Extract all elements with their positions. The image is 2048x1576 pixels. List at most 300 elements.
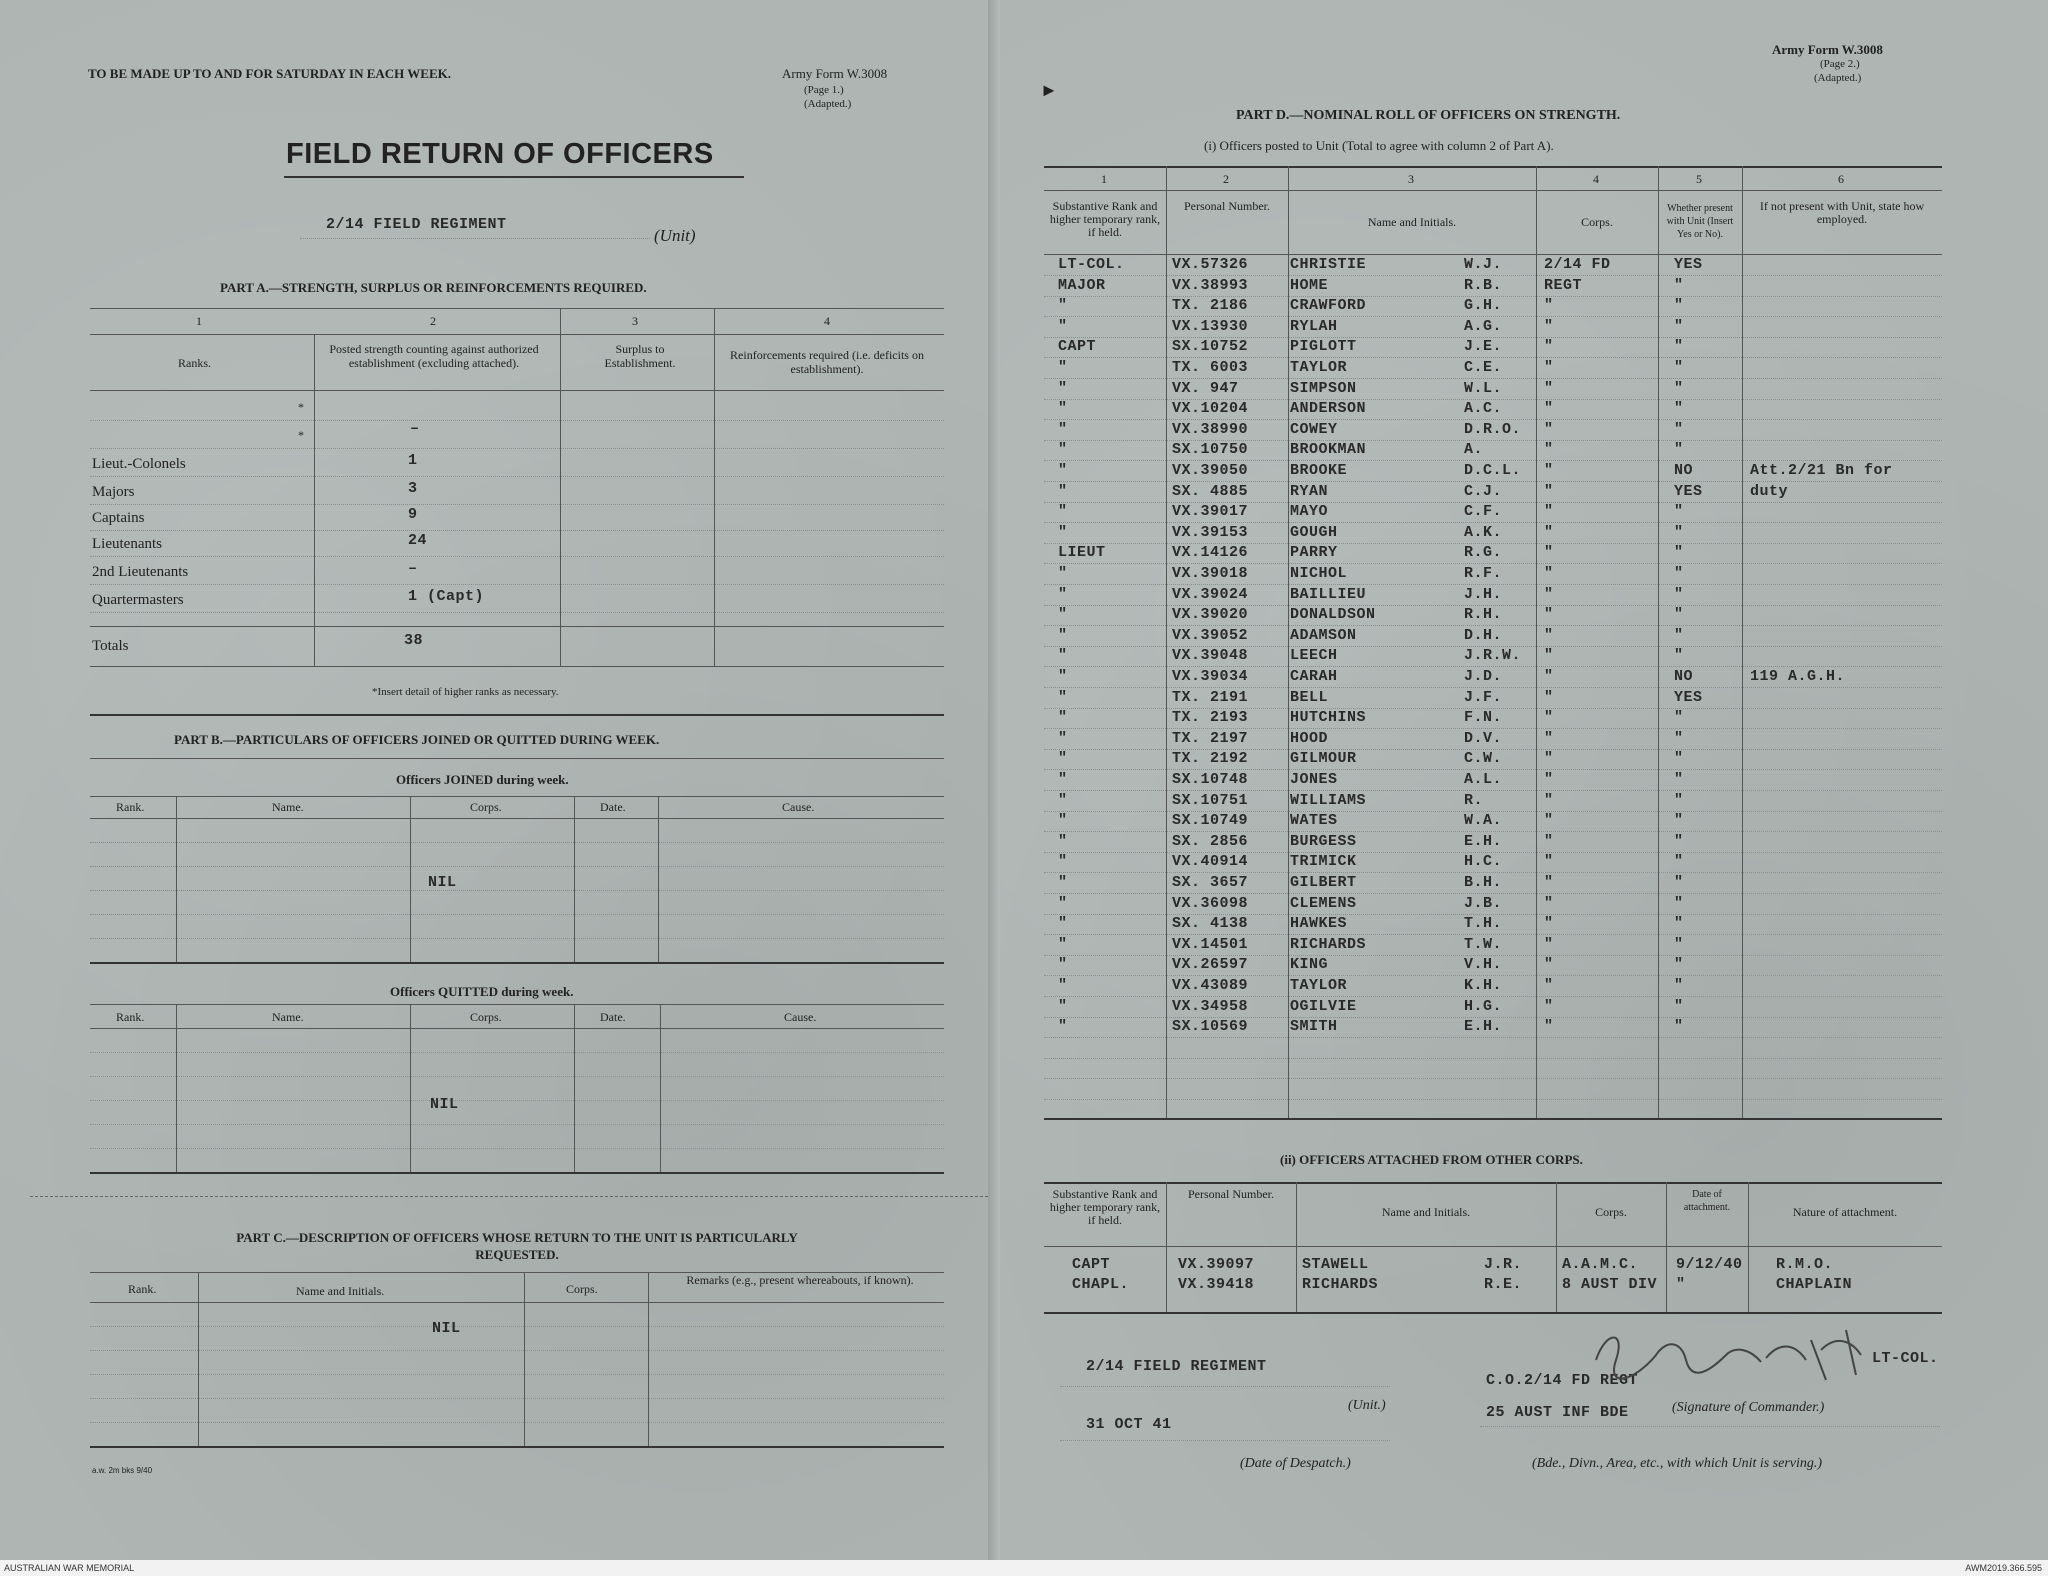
attached-date: 9/12/40 [1676,1256,1743,1273]
tear-line [30,1196,988,1197]
footer-unit-label: (Unit.) [1348,1398,1386,1413]
roll-name: SIMPSON [1290,380,1357,397]
roll-initials: F.N. [1464,709,1503,726]
attached-col-header: Nature of attachment. [1792,1205,1898,1219]
roll-rank: " [1058,380,1068,397]
part-d-col-number: 4 [1593,172,1599,186]
roll-number: VX.39153 [1172,524,1249,541]
row-rule [90,556,944,557]
roll-name: TAYLOR [1290,359,1348,376]
roll-corps: " [1544,565,1554,582]
roll-initials: C.F. [1464,503,1503,520]
roll-rank: " [1058,689,1068,706]
roll-name: BAILLIEU [1290,586,1367,603]
roll-corps: " [1544,462,1554,479]
attached-nature: R.M.O. [1776,1256,1834,1273]
roll-rank: " [1058,297,1068,314]
roll-number: VX.26597 [1172,956,1249,973]
roll-present: YES [1674,689,1703,706]
partc-col-header: Remarks (e.g., present whereabouts, if known). [686,1273,914,1287]
form-page-right: (Page 2.) [1820,58,1860,70]
roll-initials: D.V. [1464,730,1503,747]
roll-rank: " [1058,998,1068,1015]
roll-number: SX.10748 [1172,771,1249,788]
roll-present: YES [1674,256,1703,273]
part-c-heading-2: REQUESTED. [475,1247,559,1262]
attached-name: STAWELL [1302,1256,1369,1273]
part-a-col-4: 4 [824,314,830,328]
row-rule [90,612,944,613]
right-page [1000,0,2048,1560]
row-rule [1044,563,1942,564]
table-row [1000,895,1942,915]
roll-number: VX.39048 [1172,647,1249,664]
roll-number: VX.39018 [1172,565,1249,582]
roll-corps: " [1544,956,1554,973]
part-d-col-header: Substantive Rank and higher temporary rank, if held. [1049,199,1161,239]
attached-col-divider [1296,1182,1297,1312]
row-rule [1044,831,1942,832]
roll-rank: " [1058,503,1068,520]
archive-right: AWM2019.366.595 [1965,1563,2042,1573]
roll-rank: " [1058,606,1068,623]
title-underline [284,176,744,178]
roll-present: " [1674,833,1684,850]
part-a-dash-row: – [410,420,420,437]
roll-initials: D.H. [1464,627,1503,644]
roll-corps: " [1544,544,1554,561]
roll-rank: " [1058,874,1068,891]
roll-initials: C.J. [1464,483,1503,500]
roll-present: " [1674,277,1684,294]
roll-rank: " [1058,647,1068,664]
roll-rank: " [1058,524,1068,541]
roll-number: TX. 2186 [1172,297,1249,314]
roll-corps: " [1544,709,1554,726]
roll-corps: " [1544,606,1554,623]
roll-initials: J.H. [1464,586,1503,603]
roll-corps: " [1544,380,1554,397]
part-a-heading: PART A.—STRENGTH, SURPLUS OR REINFORCEMENTS REQUIRED. [220,280,647,295]
roll-present: " [1674,998,1684,1015]
roll-corps: " [1544,812,1554,829]
roll-number: VX.43089 [1172,977,1249,994]
part-a-header-ranks: Ranks. [178,356,211,370]
roll-rank: " [1058,627,1068,644]
roll-present: " [1674,812,1684,829]
part-a-header-reinforcements: Reinforcements required (i.e. deficits on establishment). [730,348,924,376]
roll-number: SX.10569 [1172,1018,1249,1035]
posted-value: 9 [408,506,418,523]
roll-number: VX.36098 [1172,895,1249,912]
rank-label: Captains [92,510,145,526]
roll-corps: " [1544,895,1554,912]
table-row [1000,956,1942,976]
row-rule [1044,975,1942,976]
roll-corps: " [1544,483,1554,500]
roll-name: RYAN [1290,483,1329,500]
roll-name: PARRY [1290,544,1338,561]
roll-initials: H.C. [1464,853,1503,870]
roll-rank: " [1058,483,1068,500]
roll-initials: J.R.W. [1464,647,1522,664]
roll-present: NO [1674,668,1694,685]
roll-name: GILBERT [1290,874,1357,891]
table-row [1000,277,1942,297]
roll-number: VX.38993 [1172,277,1249,294]
roll-present: " [1674,936,1684,953]
roll-initials: H.G. [1464,998,1503,1015]
roll-initials: J.B. [1464,895,1503,912]
posted-value: – [408,560,418,577]
row-rule [1044,666,1942,667]
row-rule [1044,872,1942,873]
roll-initials: G.H. [1464,297,1503,314]
roll-present: " [1674,771,1684,788]
roll-corps: " [1544,586,1554,603]
table-row [1000,771,1942,791]
roll-corps: " [1544,1018,1554,1035]
commander-line-2: 25 AUST INF BDE [1486,1404,1629,1421]
roll-present: " [1674,318,1684,335]
roll-present: " [1674,792,1684,809]
roll-number: VX.38990 [1172,421,1249,438]
roll-corps: " [1544,627,1554,644]
roll-present: " [1674,380,1684,397]
roll-present: " [1674,338,1684,355]
roll-number: VX.34958 [1172,998,1249,1015]
roll-corps: " [1544,400,1554,417]
roll-rank: " [1058,936,1068,953]
row-rule [1044,522,1942,523]
part-a-col-1: 1 [196,314,202,328]
table-row [1000,544,1942,564]
roll-present: " [1674,915,1684,932]
table-row [1000,586,1942,606]
row-rule [1044,481,1942,482]
table-row [1000,1256,1942,1276]
roll-number: VX.14126 [1172,544,1249,561]
row-rule [1044,1099,1942,1100]
part-d-col-header: Corps. [1581,215,1613,229]
roll-rank: " [1058,915,1068,932]
roll-name: GILMOUR [1290,750,1357,767]
quitted-col-header: Date. [600,1010,626,1024]
row-rule [1044,625,1942,626]
row-rule [1044,790,1942,791]
roll-rank: MAJOR [1058,277,1106,294]
roll-present: " [1674,524,1684,541]
roll-present: " [1674,709,1684,726]
attached-col-divider [1666,1182,1667,1312]
roll-name: MAYO [1290,503,1329,520]
roll-present: " [1674,647,1684,664]
part-c-value: NIL [432,1320,461,1337]
roll-corps: 2/14 FD [1544,256,1611,273]
part-d-heading: PART D.—NOMINAL ROLL OF OFFICERS ON STRENGTH. [1236,108,1621,123]
roll-present: " [1674,956,1684,973]
roll-name: BELL [1290,689,1329,706]
roll-number: VX. 947 [1172,380,1239,397]
part-d-col-number: 1 [1101,172,1107,186]
table-row [1000,730,1942,750]
attached-number: VX.39418 [1178,1276,1255,1293]
row-rule [1044,419,1942,420]
roll-initials: T.H. [1464,915,1503,932]
roll-rank: " [1058,586,1068,603]
table-row [1000,812,1942,832]
roll-initials: R. [1464,792,1484,809]
roll-number: VX.39050 [1172,462,1249,479]
roll-name: ADAMSON [1290,627,1357,644]
arrow-marker-icon: ► [1040,80,1058,100]
posted-value: 24 [408,532,428,549]
table-row [1000,297,1942,317]
roll-number: SX. 2856 [1172,833,1249,850]
roll-corps: " [1544,853,1554,870]
attached-col-divider [1748,1182,1749,1312]
roll-number: VX.14501 [1172,936,1249,953]
table-row [1000,977,1942,997]
roll-rank: " [1058,709,1068,726]
partc-col-header: Rank. [128,1282,157,1296]
roll-initials: J.E. [1464,338,1503,355]
row-rule [1044,996,1942,997]
row-rule [1044,769,1942,770]
roll-initials: R.B. [1464,277,1503,294]
form-adapted: (Adapted.) [804,98,852,110]
roll-rank: " [1058,812,1068,829]
roll-present: YES [1674,483,1703,500]
rank-label: Majors [92,484,135,500]
roll-name: COWEY [1290,421,1338,438]
roll-corps: " [1544,297,1554,314]
roll-initials: C.E. [1464,359,1503,376]
attached-initials: J.R. [1484,1256,1523,1273]
table-row [1000,441,1942,461]
form-id: Army Form W.3008 [782,66,888,81]
roll-rank: CAPT [1058,338,1097,355]
roll-name: BROOKMAN [1290,441,1367,458]
table-row [1000,524,1942,544]
part-c-heading-1: PART C.—DESCRIPTION OF OFFICERS WHOSE RETURN TO THE UNIT IS PARTICULARLY [236,1230,798,1245]
roll-initials: E.H. [1464,1018,1503,1035]
roll-corps: " [1544,977,1554,994]
roll-present: " [1674,895,1684,912]
row-rule [1044,893,1942,894]
attached-date: " [1676,1276,1686,1293]
quitted-heading: Officers QUITTED during week. [390,984,574,999]
joined-col-header: Name. [272,800,304,814]
roll-rank: LT-COL. [1058,256,1125,273]
roll-present: " [1674,586,1684,603]
table-row [1000,421,1942,441]
attached-col-header: Substantive Rank and higher temporary rank, if held. [1049,1187,1161,1227]
roll-number: SX.10751 [1172,792,1249,809]
roll-number: VX.39020 [1172,606,1249,623]
roll-corps: " [1544,833,1554,850]
row-rule [1044,378,1942,379]
roll-initials: E.H. [1464,833,1503,850]
part-d-col-number: 6 [1838,172,1844,186]
quitted-value: NIL [430,1096,459,1113]
section-ii-heading: (ii) OFFICERS ATTACHED FROM OTHER CORPS. [1280,1152,1583,1167]
attached-col-divider [1166,1182,1167,1312]
roll-name: RYLAH [1290,318,1338,335]
part-d-col-number: 5 [1696,172,1702,186]
attached-rank: CHAPL. [1072,1276,1130,1293]
row-rule [90,504,944,505]
roll-initials: D.R.O. [1464,421,1522,438]
joined-col-header: Cause. [782,800,815,814]
quitted-col-header: Rank. [116,1010,145,1024]
unit-value: 2/14 FIELD REGIMENT [326,216,507,233]
roll-present: NO [1674,462,1694,479]
roll-name: JONES [1290,771,1338,788]
roll-number: SX. 4138 [1172,915,1249,932]
commander-signature-icon [1586,1320,1886,1400]
attached-initials: R.E. [1484,1276,1523,1293]
joined-heading: Officers JOINED during week. [396,772,569,787]
roll-name: TRIMICK [1290,853,1357,870]
rank-label: 2nd Lieutenants [92,564,189,580]
footer-date-label: (Date of Despatch.) [1240,1456,1351,1471]
roll-initials: J.F. [1464,689,1503,706]
roll-rank: " [1058,565,1068,582]
roll-corps: " [1544,792,1554,809]
roll-corps: " [1544,647,1554,664]
commander-rank: LT-COL. [1872,1350,1939,1367]
roll-rank: " [1058,462,1068,479]
roll-corps: " [1544,524,1554,541]
roll-employed: Att.2/21 Bn for [1750,462,1893,479]
roll-employed: duty [1750,483,1789,500]
attached-nature: CHAPLAIN [1776,1276,1853,1293]
partc-col-header: Name and Initials. [296,1284,385,1298]
attached-corps: 8 AUST DIV [1562,1276,1658,1293]
table-row [1000,462,1942,482]
roll-rank: " [1058,895,1068,912]
table-row [1000,627,1942,647]
roll-name: CRAWFORD [1290,297,1367,314]
roll-initials: A.C. [1464,400,1503,417]
attached-number: VX.39097 [1178,1256,1255,1273]
table-row [1000,359,1942,379]
roll-name: NICHOL [1290,565,1348,582]
part-a-col-2: 2 [430,314,436,328]
roll-present: " [1674,1018,1684,1035]
table-row [1000,256,1942,276]
attached-corps: A.A.M.C. [1562,1256,1639,1273]
part-a-star-2: * [298,428,304,442]
roll-number: VX.10204 [1172,400,1249,417]
attached-col-header: Corps. [1595,1205,1627,1219]
roll-corps: " [1544,421,1554,438]
attached-col-divider [1556,1182,1557,1312]
left-page [0,0,1001,1560]
roll-name: CARAH [1290,668,1338,685]
section-i-heading: (i) Officers posted to Unit (Total to agree with column 2 of Part A). [1204,138,1554,153]
row-rule [90,476,944,477]
form-page: (Page 1.) [804,84,844,96]
roll-name: HOME [1290,277,1329,294]
roll-name: CLEMENS [1290,895,1357,912]
row-rule [1044,934,1942,935]
roll-number: TX. 2191 [1172,689,1249,706]
attached-col-header: Name and Initials. [1381,1205,1471,1219]
table-row [1000,936,1942,956]
part-d-col-divider [1536,166,1537,1118]
posted-value: 3 [408,480,418,497]
roll-name: WATES [1290,812,1338,829]
roll-corps: " [1544,771,1554,788]
roll-present: " [1674,730,1684,747]
table-row [1000,606,1942,626]
roll-rank: " [1058,792,1068,809]
roll-number: VX.57326 [1172,256,1249,273]
table-row [1000,915,1942,935]
roll-rank: " [1058,421,1068,438]
part-a-header-surplus: Surplus to Establishment. [604,342,676,370]
joined-value: NIL [428,874,457,891]
roll-present: " [1674,544,1684,561]
instruction-text: TO BE MADE UP TO AND FOR SATURDAY IN EACH WEEK. [88,66,451,81]
roll-present: " [1674,750,1684,767]
roll-name: WILLIAMS [1290,792,1367,809]
roll-present: " [1674,874,1684,891]
roll-employed: 119 A.G.H. [1750,668,1846,685]
roll-initials: A. [1464,441,1484,458]
roll-number: SX.10752 [1172,338,1249,355]
row-rule [1044,584,1942,585]
roll-corps: " [1544,318,1554,335]
roll-name: BROOKE [1290,462,1348,479]
footer-date-value: 31 OCT 41 [1086,1416,1172,1433]
joined-col-header: Rank. [116,800,145,814]
row-rule [90,530,944,531]
attached-name: RICHARDS [1302,1276,1379,1293]
roll-present: " [1674,441,1684,458]
posted-value: 1 (Capt) [408,588,485,605]
table-row [1000,709,1942,729]
table-row [1000,689,1942,709]
table-row [1000,874,1942,894]
roll-number: VX.39034 [1172,668,1249,685]
roll-rank: " [1058,441,1068,458]
roll-corps: " [1544,689,1554,706]
roll-rank: " [1058,853,1068,870]
table-row [1000,338,1942,358]
rank-label: Quartermasters [92,592,184,608]
posted-value: 1 [408,452,418,469]
roll-rank: " [1058,956,1068,973]
commander-line-1: C.O.2/14 FD REGT [1486,1372,1639,1389]
row-rule [1044,357,1942,358]
table-row [1000,998,1942,1018]
roll-corps: " [1544,668,1554,685]
roll-name: SMITH [1290,1018,1338,1035]
roll-present: " [1674,565,1684,582]
roll-initials: R.H. [1464,606,1503,623]
roll-present: " [1674,421,1684,438]
roll-present: " [1674,606,1684,623]
table-row [1000,833,1942,853]
roll-rank: " [1058,359,1068,376]
part-b-heading: PART B.—PARTICULARS OF OFFICERS JOINED OR QUITTED DURING WEEK. [174,732,660,747]
roll-rank: " [1058,318,1068,335]
table-row [1000,1018,1942,1038]
roll-number: SX. 3657 [1172,874,1249,891]
